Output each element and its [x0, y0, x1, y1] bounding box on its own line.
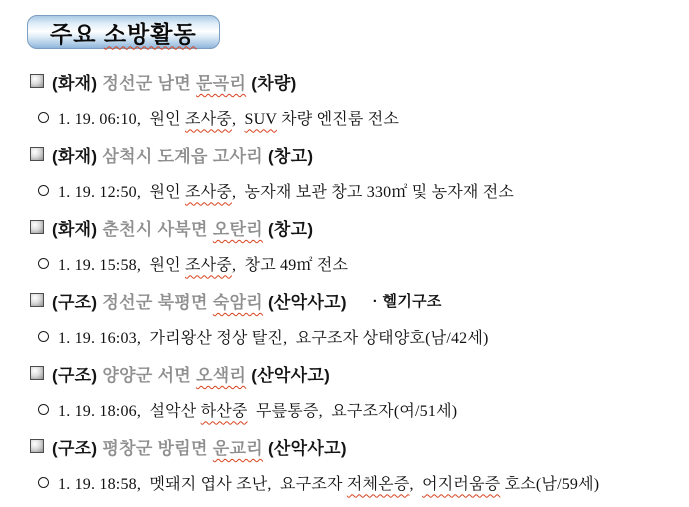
incident-heading-row — [0, 355, 689, 392]
incident-detail — [58, 398, 457, 421]
text-segment: 1. 19. 12:50, 원인 — [58, 184, 185, 202]
text-segment: (산악사고) — [262, 438, 347, 458]
text-segment: (화재) — [52, 73, 103, 93]
text-segment: 1. 19. 18:58, 멧돼지 엽사 조난, 요구조자 — [58, 476, 347, 494]
text-segment: 무릎통증, 요구조자(여/51세) — [247, 403, 458, 421]
text-segment: , — [409, 476, 423, 494]
text-segment: (창고) — [262, 219, 314, 239]
text-segment: 주요 — [50, 20, 104, 47]
text-segment: 숙암리 — [212, 292, 263, 312]
gradient-square-icon — [30, 220, 44, 234]
incident-detail — [58, 106, 399, 129]
hollow-circle-icon — [38, 112, 49, 123]
incident-detail — [58, 471, 599, 494]
text-segment: 1. 19. 06:10, 원인 — [58, 111, 185, 129]
text-segment: 춘천시 사북면 — [102, 219, 213, 239]
text-segment: 평창군 방림면 — [102, 438, 213, 458]
gradient-square-icon — [30, 147, 44, 161]
text-segment: 1. 19. 16:03, 가리왕산 정상 탈진, 요구조자 상태양호(남/42세) — [58, 330, 489, 348]
gradient-square-icon — [30, 293, 44, 307]
incident-heading-row — [0, 282, 689, 319]
text-segment: (구조) — [52, 292, 103, 312]
hollow-circle-icon — [38, 331, 49, 342]
text-segment: 조사중 — [184, 111, 232, 129]
incident-section — [0, 136, 689, 209]
gradient-square-icon — [30, 74, 44, 88]
text-segment: 차량 엔진룸 전소 — [276, 111, 400, 129]
text-segment: 오색리 — [196, 365, 247, 385]
text-segment: (산악사고) — [246, 365, 331, 385]
incident-heading-row — [0, 63, 689, 100]
incident-detail — [58, 179, 514, 202]
incident-heading — [52, 288, 347, 313]
text-segment: 정선군 북평면 — [102, 292, 213, 312]
gradient-square-icon — [30, 439, 44, 453]
text-segment: (구조) — [52, 365, 103, 385]
text-segment: 운교리 — [212, 438, 263, 458]
text-segment: 하산중 — [200, 403, 248, 421]
incident-heading — [52, 434, 347, 459]
text-segment: 조사중 — [184, 257, 232, 275]
incident-heading — [52, 142, 313, 167]
text-segment: 호소(남/59세) — [500, 476, 600, 494]
text-segment: 저체온증 — [346, 476, 410, 494]
text-segment: , 창고 49㎡ 전소 — [231, 257, 349, 275]
incident-heading-row — [0, 136, 689, 173]
incident-list — [0, 63, 689, 501]
text-segment: 정선군 남면 — [102, 73, 197, 93]
text-segment: 오탄리 — [212, 219, 263, 239]
incident-detail-row — [0, 246, 689, 283]
text-segment: 조사중 — [184, 184, 232, 202]
text-segment: (산악사고) — [262, 292, 347, 312]
incident-section — [0, 209, 689, 282]
text-segment: , 농자재 보관 창고 330㎡ 및 농자재 전소 — [231, 184, 515, 202]
incident-detail-row — [0, 100, 689, 137]
text-segment: 문곡리 — [196, 73, 247, 93]
incident-heading — [52, 69, 297, 94]
text-segment: (화재) — [52, 219, 103, 239]
gradient-square-icon — [30, 366, 44, 380]
text-segment: (구조) — [52, 438, 103, 458]
incident-detail-row — [0, 319, 689, 356]
incident-section — [0, 63, 689, 136]
incident-detail — [58, 325, 489, 348]
text-segment: 1. 19. 15:58, 원인 — [58, 257, 185, 275]
incident-section — [0, 282, 689, 355]
incident-detail — [58, 252, 348, 275]
page-title-banner — [27, 15, 220, 49]
text-segment: SUV — [244, 111, 277, 129]
incident-heading — [52, 215, 313, 240]
incident-detail-row — [0, 392, 689, 429]
page-title — [50, 16, 197, 49]
text-segment: 어지러움증 — [422, 476, 501, 494]
incident-section — [0, 355, 689, 428]
text-segment: (화재) — [52, 146, 103, 166]
text-segment: 소방활동 — [103, 20, 197, 47]
hollow-circle-icon — [38, 258, 49, 269]
text-segment: 양양군 서면 — [102, 365, 197, 385]
text-segment: (차량) — [246, 73, 297, 93]
incident-heading-row — [0, 428, 689, 465]
incident-heading — [52, 361, 330, 386]
hollow-circle-icon — [38, 477, 49, 488]
hollow-circle-icon — [38, 185, 49, 196]
text-segment: , — [231, 111, 245, 129]
text-segment: (창고) — [262, 146, 314, 166]
incident-detail-row — [0, 465, 689, 502]
text-segment: 1. 19. 18:06, 설악산 — [58, 403, 201, 421]
incident-heading-row — [0, 209, 689, 246]
hollow-circle-icon — [38, 404, 49, 415]
incident-section — [0, 428, 689, 501]
text-segment: 삼척시 도계읍 고사리 — [102, 146, 263, 166]
incident-note: · 헬기구조 — [372, 292, 442, 310]
incident-detail-row — [0, 173, 689, 210]
